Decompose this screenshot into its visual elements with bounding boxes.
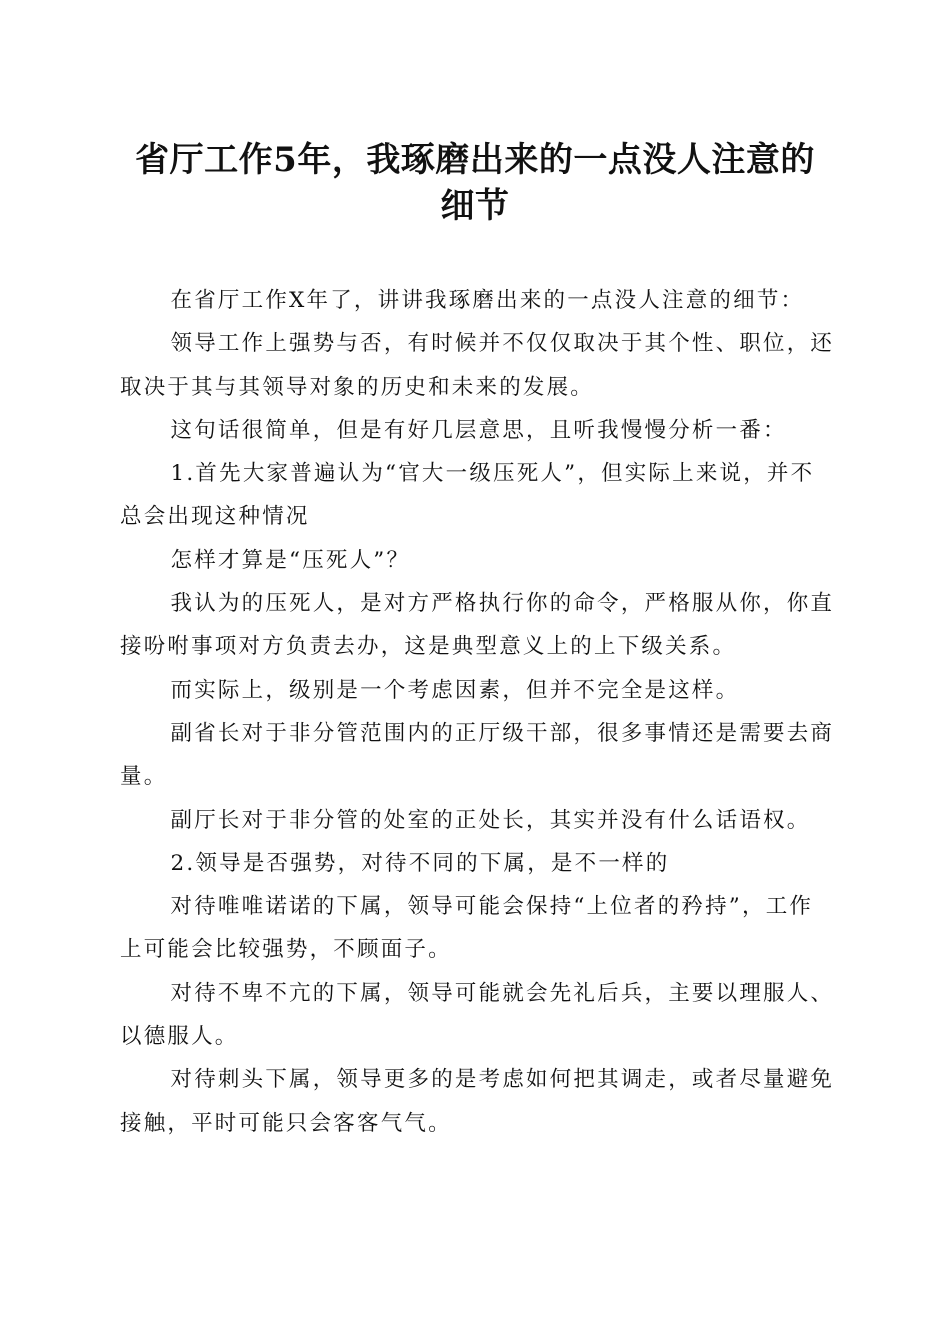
paragraph-obedient-subordinate: 对待唯唯诺诺的下属，领导可能会保持“上位者的矜持”，工作上可能会比较强势，不顾面子。 <box>120 894 814 963</box>
paragraph-example-deputy-director: 副厅长对于非分管的处室的正处长，其实并没有什么话语权。 <box>170 807 811 833</box>
paragraph-point-2: 2.领导是否强势，对待不同的下属，是不一样的 <box>170 850 670 876</box>
paragraph-example-vice-governor: 副省长对于非分管范围内的正厅级干部，很多事情还是需要去商量。 <box>120 720 835 790</box>
paragraph-intro: 在省厅工作X年了，讲讲我琢磨出来的一点没人注意的细节： <box>170 288 805 313</box>
paragraph-reality: 而实际上，级别是一个考虑因素，但并不完全是这样。 <box>170 677 740 703</box>
paragraph-definition: 我认为的压死人，是对方严格执行你的命令，严格服从你，你直接吩咐事项对方负责去办，这是典型意义上的上下级关系。 <box>120 591 835 660</box>
paragraph-analysis-lead: 这句话很简单，但是有好几层意思，且听我慢慢分析一番： <box>170 417 787 443</box>
paragraph-thesis: 领导工作上强势与否，有时候并不仅仅取决于其个性、职位，还取决于其与其领导对象的历史和未来的发展。 <box>120 331 835 400</box>
title-line-2: 细节 <box>440 186 510 226</box>
title-line-1: 省厅工作5年，我琢磨出来的一点没人注意的 <box>135 140 815 180</box>
document-title <box>100 137 850 229</box>
paragraph-point-1: 1.首先大家普遍认为“官大一级压死人”，但实际上来说，并不总会出现这种情况 <box>120 461 815 530</box>
paragraph-question: 怎样才算是“压死人”？ <box>170 547 411 573</box>
document-body <box>120 279 836 1145</box>
paragraph-difficult-subordinate: 对待刺头下属，领导更多的是考虑如何把其调走，或者尽量避免接触，平时可能只会客客气气。 <box>120 1067 835 1136</box>
paragraph-dignified-subordinate: 对待不卑不亢的下属，领导可能就会先礼后兵，主要以理服人、以德服人。 <box>120 980 835 1050</box>
